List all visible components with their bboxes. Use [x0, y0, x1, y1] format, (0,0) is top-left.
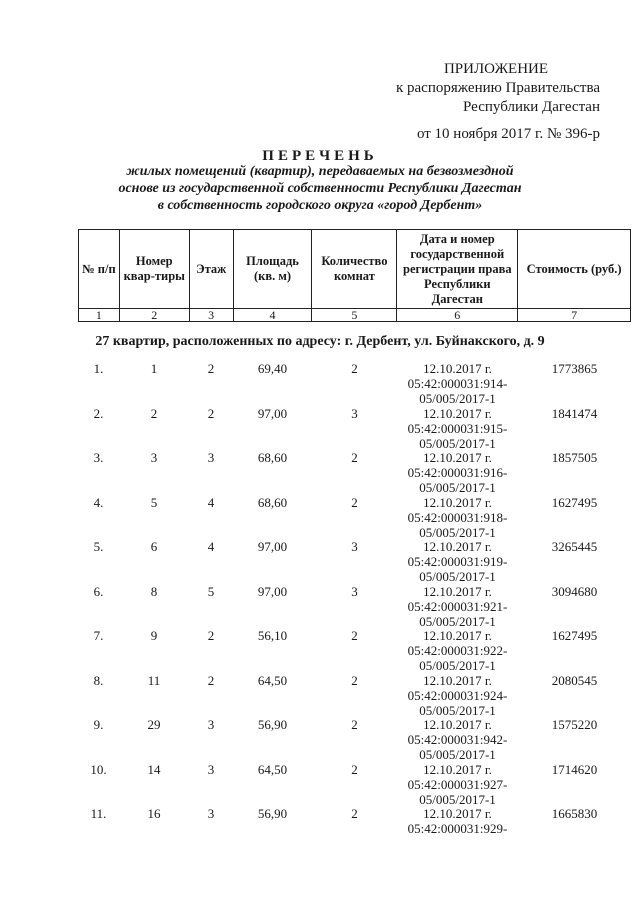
floor: 4	[207, 494, 215, 510]
registration-number-suffix: 05/005/2017-1	[419, 702, 496, 718]
subtitle-line: жилых помещений (квартир), передаваемых на безвозмездной	[126, 164, 514, 179]
floor: 3	[207, 761, 215, 777]
row-number: 11.	[90, 806, 107, 821]
registration	[397, 673, 518, 718]
registration-number-suffix: 05/005/2017-1	[419, 747, 496, 762]
annex-title: ПРИЛОЖЕНИЕ	[443, 61, 549, 77]
header-row	[79, 230, 631, 309]
registration-number: 05:42:000031:924-	[407, 687, 508, 703]
registration-number-suffix: 05/005/2017-1	[419, 613, 496, 629]
registration-date: 12.10.2017 г.	[423, 494, 492, 510]
apartment-list	[78, 361, 631, 851]
table-row	[78, 673, 631, 718]
table-row	[78, 539, 631, 584]
column-number-cell: 7	[518, 309, 631, 322]
registration-number-suffix: 05/005/2017-1	[419, 435, 496, 451]
table-row	[78, 806, 631, 851]
registration-date: 12.10.2017 г.	[423, 361, 492, 376]
registration-date: 12.10.2017 г.	[423, 450, 492, 465]
registration-number: 05:42:000031:942-	[407, 732, 508, 747]
area: 64,50	[257, 761, 288, 777]
registration-number: 05:42:000031:927-	[407, 776, 508, 792]
registration-number-suffix: 05/005/2017-1	[419, 524, 496, 540]
column-number-cell: 2	[119, 309, 189, 322]
table-row	[78, 406, 631, 451]
row-number: 2.	[93, 405, 104, 421]
header-cell-floor: Этаж	[189, 230, 233, 309]
floor: 2	[207, 672, 215, 688]
apartment-number: 5	[150, 494, 158, 510]
header-cell-apartment: Номер квар-тиры	[119, 230, 189, 309]
registration-number: 05:42:000031:929-	[407, 821, 508, 836]
section-title: 27 квартир, расположенных по адресу: г. Дербент, ул. Буйнакского, д. 9	[95, 334, 545, 349]
apartment-number: 29	[147, 717, 161, 732]
registration-date: 12.10.2017 г.	[423, 806, 492, 821]
apartment-number: 16	[147, 806, 161, 821]
registration-number: 05:42:000031:914-	[407, 376, 508, 391]
column-number-cell: 6	[397, 309, 518, 322]
header-cell-number: № п/п	[79, 230, 120, 309]
floor: 5	[207, 583, 215, 599]
apartment-number: 8	[150, 583, 158, 599]
room-count: 2	[351, 672, 358, 688]
cost: 3265445	[551, 539, 598, 554]
cost: 1627495	[551, 494, 598, 510]
table-row	[78, 450, 631, 495]
registration	[397, 628, 518, 673]
registration-number-suffix: 05/005/2017-1	[419, 658, 496, 673]
room-count: 2	[351, 494, 358, 510]
registration	[397, 450, 518, 495]
annex-block	[396, 60, 600, 144]
area: 56,90	[257, 806, 288, 821]
apartment-number: 9	[150, 628, 158, 643]
registration	[397, 584, 518, 629]
row-number: 1.	[93, 361, 104, 376]
room-count: 2	[351, 761, 358, 777]
registration-date: 12.10.2017 г.	[423, 628, 492, 643]
registration-number: 05:42:000031:915-	[407, 420, 508, 436]
row-number: 10.	[90, 761, 107, 777]
area: 56,10	[257, 628, 288, 643]
registration-date: 12.10.2017 г.	[423, 761, 492, 777]
row-number: 9.	[93, 717, 104, 732]
registration	[397, 495, 518, 540]
header-cell-registration: Дата и номер государственной регистрации права Республики Дагестан	[397, 230, 518, 309]
subtitle-line: основе из государственной собственности Республики Дагестан	[118, 181, 522, 196]
column-number-cell: 1	[79, 309, 120, 322]
column-number-cell: 5	[312, 309, 397, 322]
cost: 1841474	[551, 405, 598, 421]
registration-date: 12.10.2017 г.	[423, 583, 492, 599]
room-count: 3	[351, 539, 358, 554]
apartment-number: 2	[150, 405, 158, 421]
floor: 3	[207, 806, 215, 821]
row-number: 8.	[93, 672, 104, 688]
registration-date: 12.10.2017 г.	[423, 539, 492, 554]
registration-number-suffix: 05/005/2017-1	[419, 391, 496, 406]
cost: 1627495	[551, 628, 598, 643]
table-row	[78, 361, 631, 406]
column-number-cell: 3	[189, 309, 233, 322]
floor: 2	[207, 405, 215, 421]
area: 68,60	[257, 494, 288, 510]
floor: 2	[207, 361, 215, 376]
floor: 4	[207, 539, 215, 554]
apartment-number: 1	[150, 361, 158, 376]
cost: 1575220	[551, 717, 598, 732]
area: 97,00	[257, 405, 288, 421]
room-count: 2	[351, 806, 358, 821]
column-number-cell: 4	[233, 309, 312, 322]
cost: 1773865	[551, 361, 598, 376]
cost: 1857505	[551, 450, 598, 465]
area: 97,00	[257, 583, 288, 599]
row-number: 3.	[93, 450, 104, 465]
table-header	[78, 229, 631, 322]
room-count: 3	[351, 583, 358, 599]
registration	[397, 717, 518, 762]
table-row	[78, 628, 631, 673]
registration	[397, 762, 518, 807]
floor: 3	[207, 450, 215, 465]
registration-number-suffix: 05/005/2017-1	[419, 569, 496, 584]
registration-date: 12.10.2017 г.	[423, 405, 492, 421]
registration-number: 05:42:000031:919-	[407, 554, 508, 569]
table-row	[78, 717, 631, 762]
header-cell-area: Площадь (кв. м)	[233, 230, 312, 309]
subtitle-line: в собственность городского округа «город Дербент»	[157, 198, 483, 213]
document-subtitle	[80, 163, 560, 214]
area: 97,00	[257, 539, 288, 554]
registration	[397, 406, 518, 451]
floor: 3	[207, 717, 215, 732]
area: 68,60	[257, 450, 288, 465]
registration	[397, 806, 518, 836]
annex-line-2: Республики Дагестан	[463, 99, 600, 115]
registration-date: 12.10.2017 г.	[423, 672, 492, 688]
room-count: 2	[351, 717, 358, 732]
cost: 1714620	[551, 761, 598, 777]
registration-number: 05:42:000031:922-	[407, 643, 508, 658]
apartment-number: 6	[150, 539, 158, 554]
row-number: 4.	[93, 494, 104, 510]
room-count: 2	[351, 361, 358, 376]
table-row	[78, 584, 631, 629]
table-row	[78, 495, 631, 540]
apartment-number: 11	[147, 672, 161, 688]
registration-number: 05:42:000031:921-	[407, 598, 508, 614]
registration	[397, 539, 518, 584]
cost: 2080545	[551, 672, 598, 688]
row-number: 5.	[93, 539, 104, 554]
registration-number-suffix: 05/005/2017-1	[419, 791, 496, 807]
cost: 3094680	[551, 583, 598, 599]
area: 69,40	[257, 361, 288, 376]
registration-date: 12.10.2017 г.	[423, 717, 492, 732]
area: 64,50	[257, 672, 288, 688]
room-count: 2	[351, 450, 358, 465]
apartment-number: 3	[150, 450, 158, 465]
annex-line-1: к распоряжению Правительства	[395, 80, 600, 96]
room-count: 2	[351, 628, 358, 643]
registration-number-suffix: 05/005/2017-1	[419, 480, 496, 495]
registration	[397, 361, 518, 406]
row-number: 6.	[93, 583, 104, 599]
table-row	[78, 762, 631, 807]
area: 56,90	[257, 717, 288, 732]
column-number-row	[79, 309, 631, 322]
floor: 2	[207, 628, 215, 643]
row-number: 7.	[93, 628, 104, 643]
header-cell-cost: Стоимость (руб.)	[518, 230, 631, 309]
header-cell-rooms: Количество комнат	[312, 230, 397, 309]
room-count: 3	[351, 405, 358, 421]
document-title: ПЕРЕЧЕНЬ	[262, 148, 378, 164]
registration-number: 05:42:000031:916-	[407, 465, 508, 480]
cost: 1665830	[551, 806, 598, 821]
registration-number: 05:42:000031:918-	[407, 509, 508, 525]
annex-signature-line: от 10 ноября 2017 г. № 396-р	[416, 126, 600, 142]
apartment-number: 14	[147, 761, 161, 777]
